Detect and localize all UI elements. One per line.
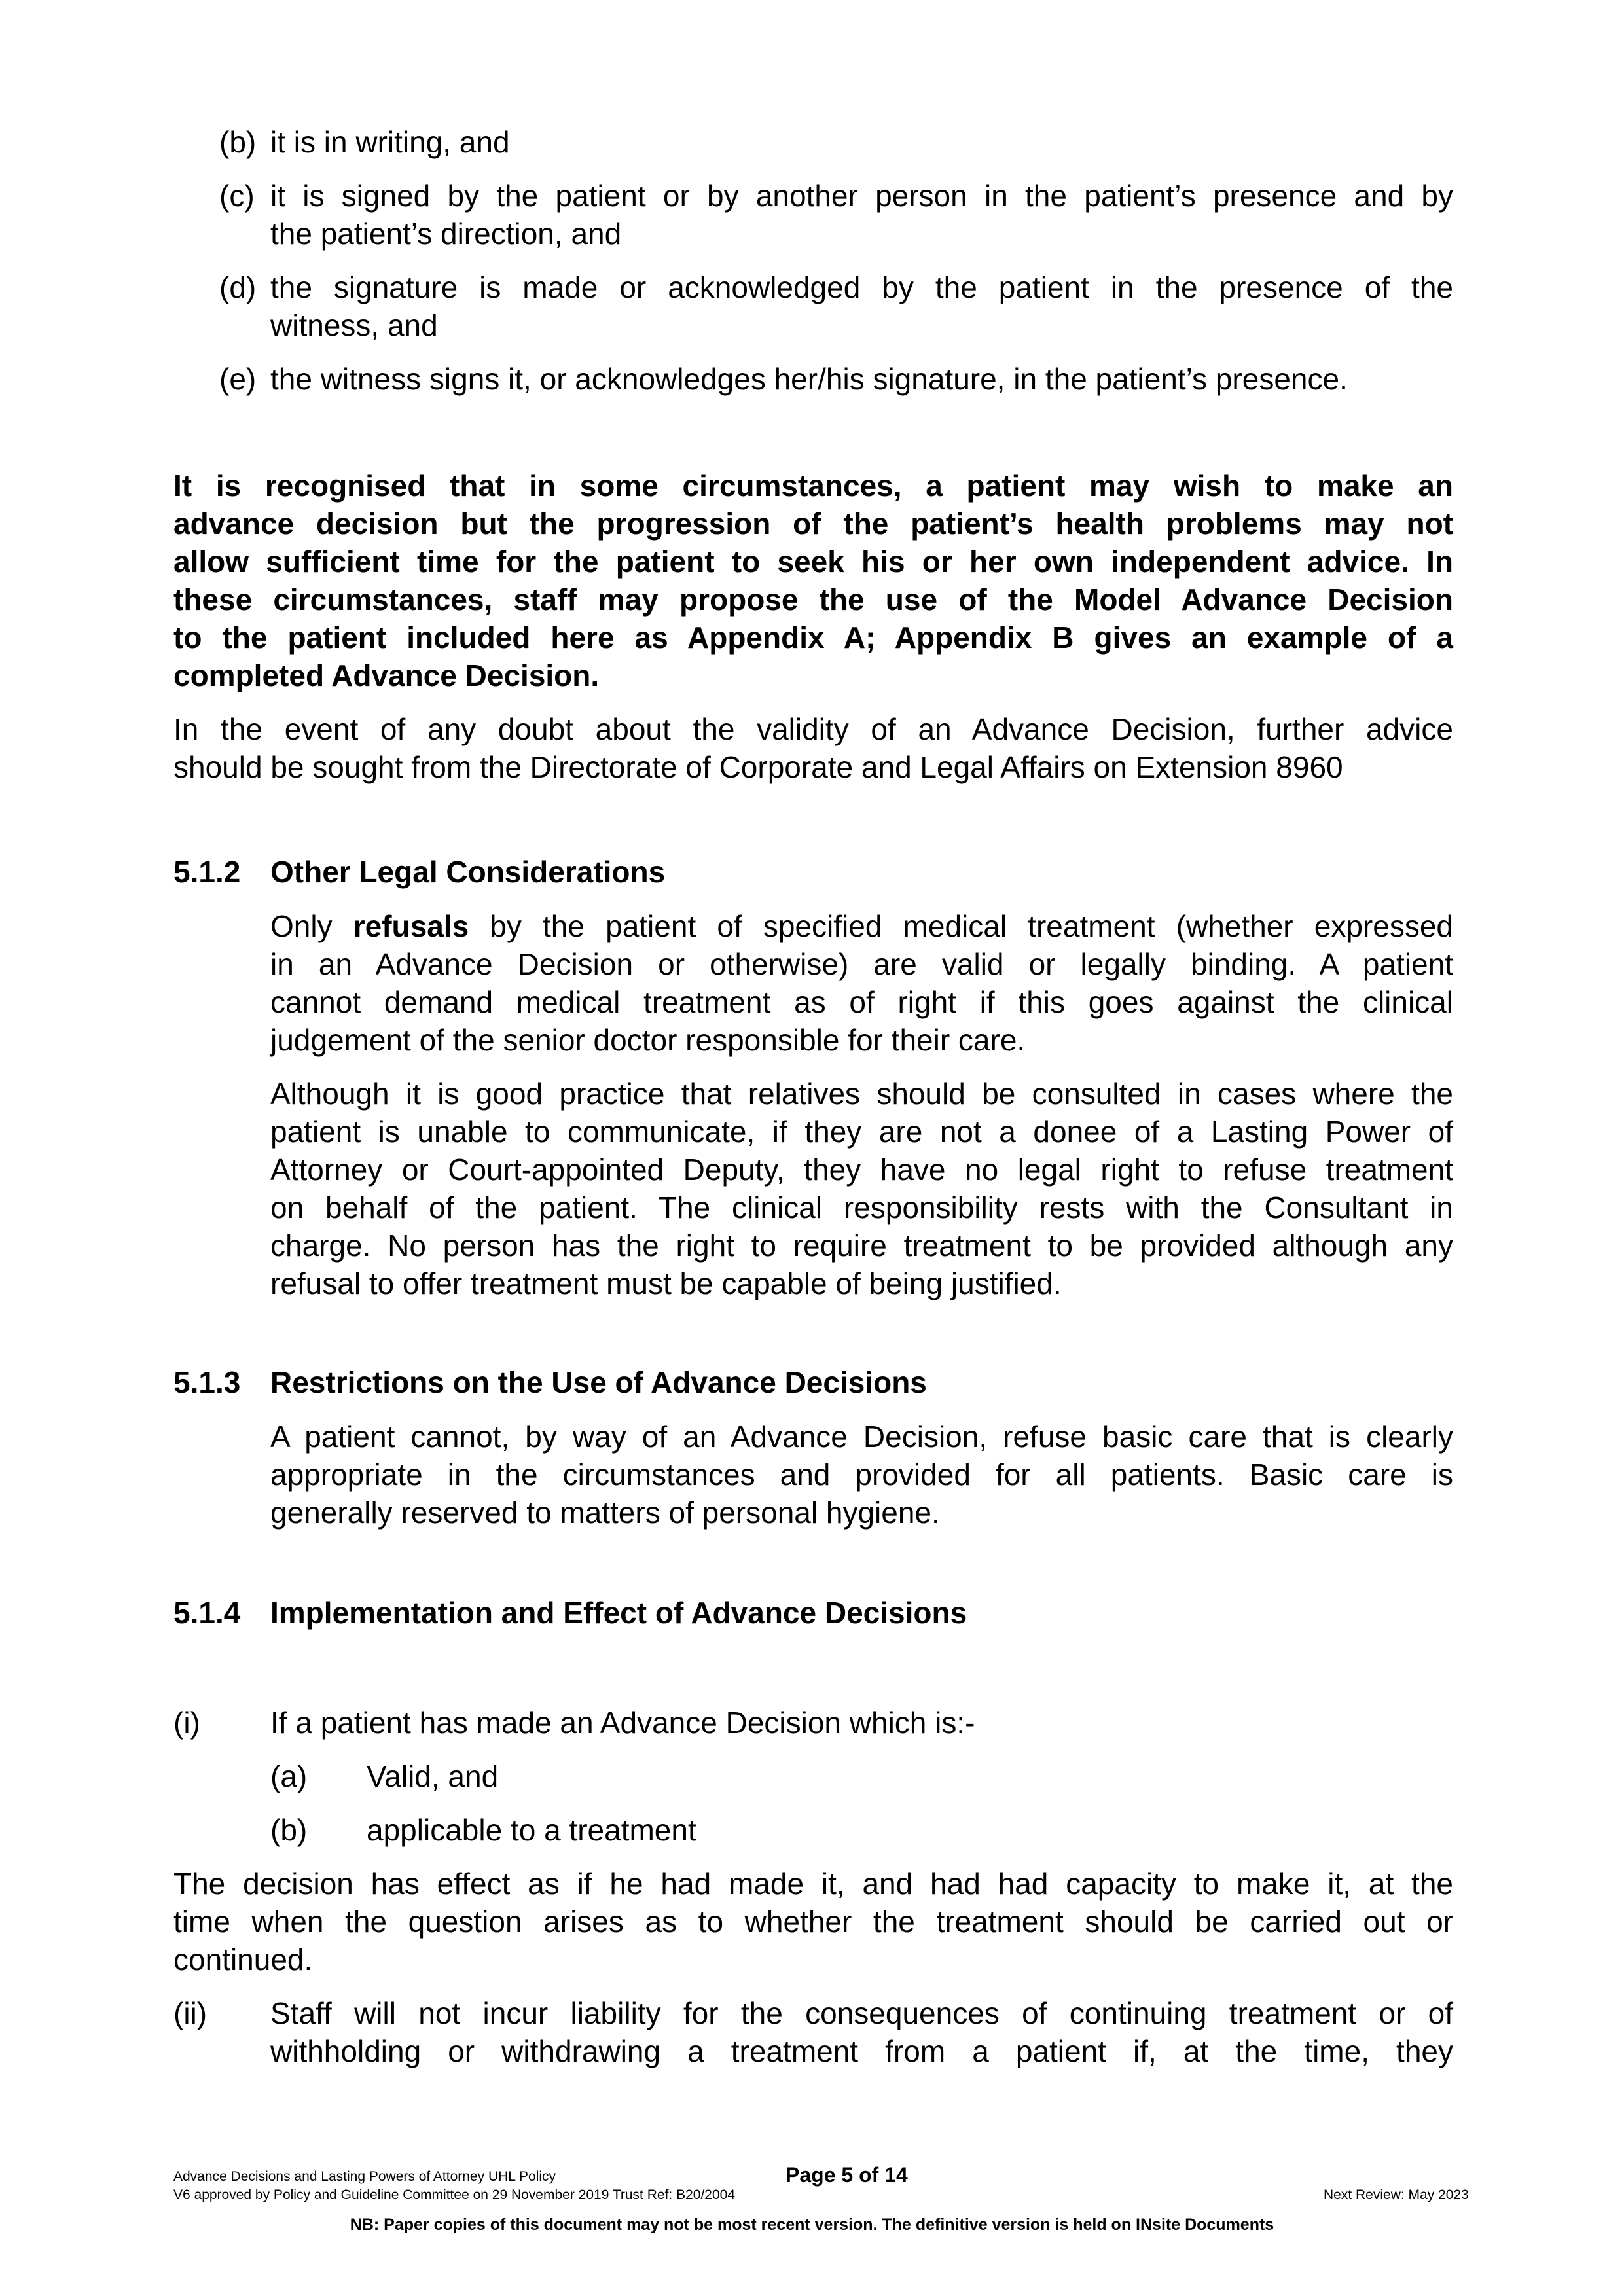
- list-item-e: the witness signs it, or acknowledges her/his signature, in the patient’s presence.: [270, 362, 1348, 396]
- item-ii-line-1: Staff will not incur liability for the consequences of continuing treatment or of: [270, 1996, 1453, 2030]
- effect-line-1: The decision has effect as if he had made it, and had had capacity to make it, at the: [173, 1867, 1453, 1901]
- bold-paragraph-line-4: these circumstances, staff may propose the use of the Model Advance Decision: [173, 583, 1453, 617]
- bold-paragraph-line-5: to the patient included here as Appendix A; Appendix B gives an example of a: [173, 620, 1453, 655]
- doubt-paragraph-line-1: In the event of any doubt about the validity of an Advance Decision, further advice: [173, 712, 1453, 746]
- list-label-c: (c): [219, 179, 255, 213]
- section-number-5-1-3: 5.1.3: [173, 1365, 241, 1399]
- bold-paragraph-line-2: advance decision but the progression of the patient’s health problems may not: [173, 507, 1453, 541]
- list-label-d: (d): [219, 270, 257, 304]
- list-item-b: it is in writing, and: [270, 125, 510, 159]
- s512-p2-line-1: Although it is good practice that relatives should be consulted in cases where the: [270, 1077, 1453, 1111]
- s513-line-2: appropriate in the circumstances and provided for all patients. Basic care is: [270, 1458, 1453, 1492]
- item-label-ii: (ii): [173, 1996, 208, 2030]
- section-title-5-1-3: Restrictions on the Use of Advance Decisions: [270, 1365, 927, 1399]
- sub-label-b: (b): [270, 1813, 308, 1847]
- section-title-5-1-4: Implementation and Effect of Advance Decisions: [270, 1596, 967, 1630]
- bold-paragraph-line-3: allow sufficient time for the patient to seek his or her own independent advice. In: [173, 545, 1453, 579]
- item-i-text: If a patient has made an Advance Decision which is:-: [270, 1706, 975, 1740]
- footer-notice: NB: Paper copies of this document may not be most recent version. The definitive version is held on INsite Documents: [350, 2215, 1274, 2234]
- list-item-c-line-1: it is signed by the patient or by another person in the patient’s presence and by: [270, 179, 1453, 213]
- item-label-i: (i): [173, 1706, 200, 1740]
- bold-paragraph-line-1: It is recognised that in some circumstances, a patient may wish to make an: [173, 469, 1453, 503]
- effect-line-2: time when the question arises as to whether the treatment should be carried out or: [173, 1905, 1453, 1939]
- item-ii-line-2: withholding or withdrawing a treatment from a patient if, at the time, they: [270, 2034, 1453, 2068]
- s512-p1-line-4: judgement of the senior doctor responsible for their care.: [270, 1023, 1026, 1057]
- s512-p1-line-1: Only refusals by the patient of specified medical treatment (whether expressed: [270, 909, 1453, 943]
- s512-p2-line-4: on behalf of the patient. The clinical responsibility rests with the Consultant in: [270, 1191, 1453, 1225]
- bold-paragraph-line-6: completed Advance Decision.: [173, 658, 600, 692]
- s512-p2-line-6: refusal to offer treatment must be capable of being justified.: [270, 1266, 1062, 1300]
- s513-line-3: generally reserved to matters of personal hygiene.: [270, 1496, 940, 1530]
- effect-line-3: continued.: [173, 1943, 313, 1977]
- s512-p2-line-2: patient is unable to communicate, if they are not a donee of a Lasting Power of: [270, 1115, 1453, 1149]
- footer-doc-title: Advance Decisions and Lasting Powers of Attorney UHL Policy: [173, 2169, 556, 2184]
- s512-p1-line-3: cannot demand medical treatment as of right if this goes against the clinical: [270, 985, 1453, 1019]
- s512-p2-line-3: Attorney or Court-appointed Deputy, they have no legal right to refuse treatment: [270, 1153, 1453, 1187]
- list-label-e: (e): [219, 362, 257, 396]
- section-number-5-1-4: 5.1.4: [173, 1596, 241, 1630]
- sub-item-b: applicable to a treatment: [367, 1813, 696, 1847]
- sub-item-a: Valid, and: [367, 1759, 499, 1793]
- section-title-5-1-2: Other Legal Considerations: [270, 855, 666, 889]
- sub-label-a: (a): [270, 1759, 308, 1793]
- section-number-5-1-2: 5.1.2: [173, 855, 241, 889]
- list-item-d-line-2: witness, and: [270, 308, 438, 342]
- list-label-b: (b): [219, 125, 257, 159]
- doubt-paragraph-line-2: should be sought from the Directorate of Corporate and Legal Affairs on Extension 8960: [173, 750, 1343, 784]
- s512-p2-line-5: charge. No person has the right to require treatment to be provided although any: [270, 1229, 1453, 1263]
- footer-next-review: Next Review: May 2023: [1324, 2187, 1469, 2202]
- footer-approval: V6 approved by Policy and Guideline Committee on 29 November 2019 Trust Ref: B20/2004: [173, 2187, 735, 2202]
- s513-line-1: A patient cannot, by way of an Advance Decision, refuse basic care that is clearly: [270, 1420, 1453, 1454]
- list-item-c-line-2: the patient’s direction, and: [270, 217, 622, 251]
- list-item-d-line-1: the signature is made or acknowledged by the patient in the presence of the: [270, 270, 1453, 304]
- s512-p1-line-2: in an Advance Decision or otherwise) are valid or legally binding. A patient: [270, 947, 1453, 981]
- footer-page-number: Page 5 of 14: [785, 2163, 908, 2187]
